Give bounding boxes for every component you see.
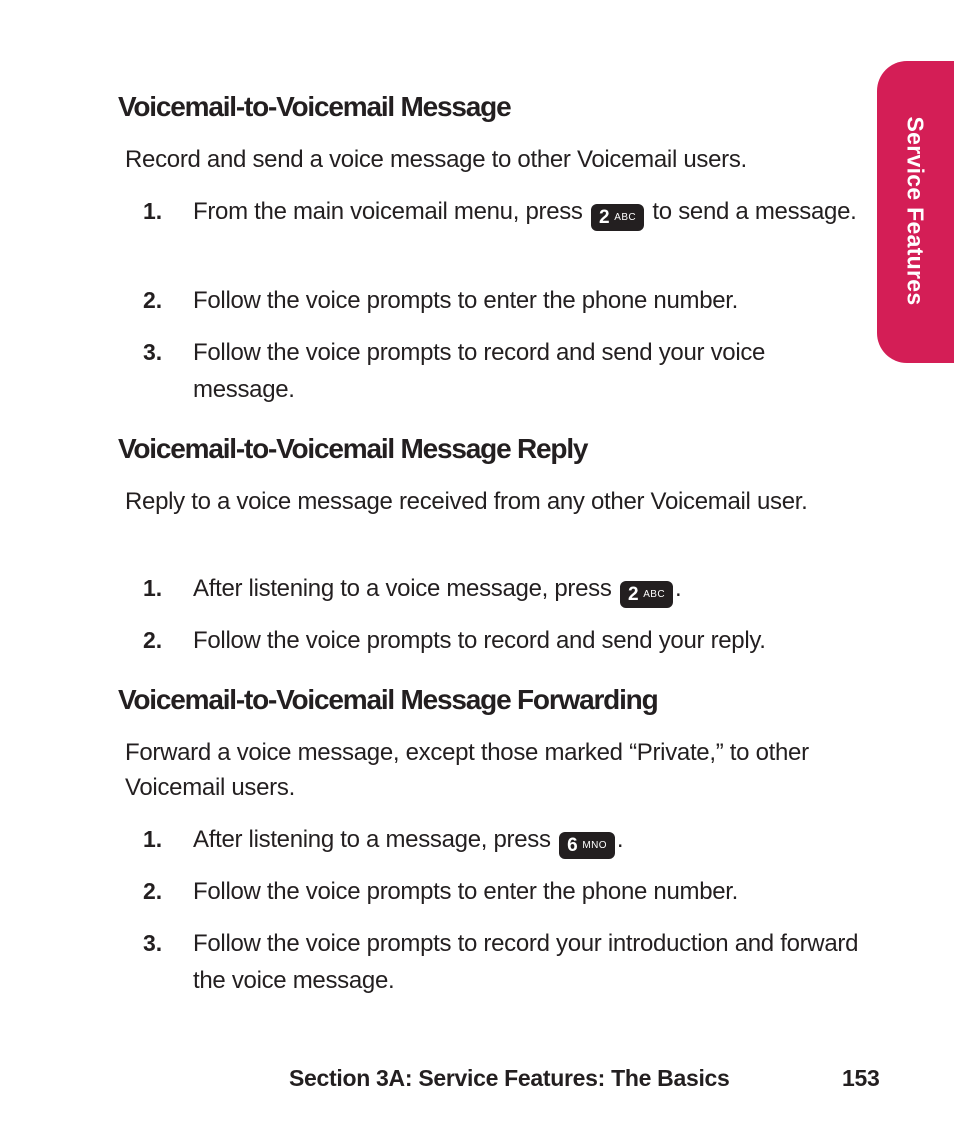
step-number: 1. — [143, 198, 163, 224]
step-text: Follow the voice prompts to record and send your reply. — [193, 627, 766, 654]
step-text: Follow the voice prompts to record and send your voice message. — [193, 339, 766, 403]
step-text: Follow the voice prompts to enter the phone number. — [193, 878, 739, 905]
section-title-message: Voicemail-to-Voicemail Message — [118, 91, 511, 122]
section-side-tab — [877, 61, 954, 363]
section-intro-forwarding: Forward a voice message, except those marked “Private,” to other Voicemail users. — [125, 739, 809, 801]
key-2-abc-icon: 2 ABC — [591, 204, 644, 231]
page-number: 153 — [842, 1065, 880, 1091]
section-intro-reply: Reply to a voice message received from any other Voicemail user. — [125, 488, 808, 515]
step-text: Follow the voice prompts to record your introduction and forward the voice message. — [193, 930, 859, 994]
section-intro-message: Record and send a voice message to other Voicemail users. — [125, 146, 747, 173]
footer-section-title: Section 3A: Service Features: The Basics — [289, 1065, 730, 1091]
step-number: 1. — [143, 826, 163, 852]
step-text: After listening to a message, press 6 MNO . — [193, 821, 863, 859]
step-text: Follow the voice prompts to enter the phone number. — [193, 287, 739, 314]
step-number: 3. — [143, 339, 163, 365]
side-tab-label: Service Features — [902, 116, 929, 306]
step-number: 3. — [143, 930, 163, 956]
section-title-forwarding: Voicemail-to-Voicemail Message Forwarding — [118, 684, 658, 715]
step-text: From the main voicemail menu, press 2 ABC to send a message. — [193, 193, 863, 231]
key-6-mno-icon: 6 MNO — [559, 832, 615, 859]
step-text: After listening to a voice message, press 2 ABC . — [193, 570, 863, 608]
section-title-reply: Voicemail-to-Voicemail Message Reply — [118, 433, 588, 464]
key-2-abc-icon: 2 ABC — [620, 581, 673, 608]
step-number: 2. — [143, 627, 163, 653]
step-number: 2. — [143, 878, 163, 904]
step-number: 1. — [143, 575, 163, 601]
step-number: 2. — [143, 287, 163, 313]
